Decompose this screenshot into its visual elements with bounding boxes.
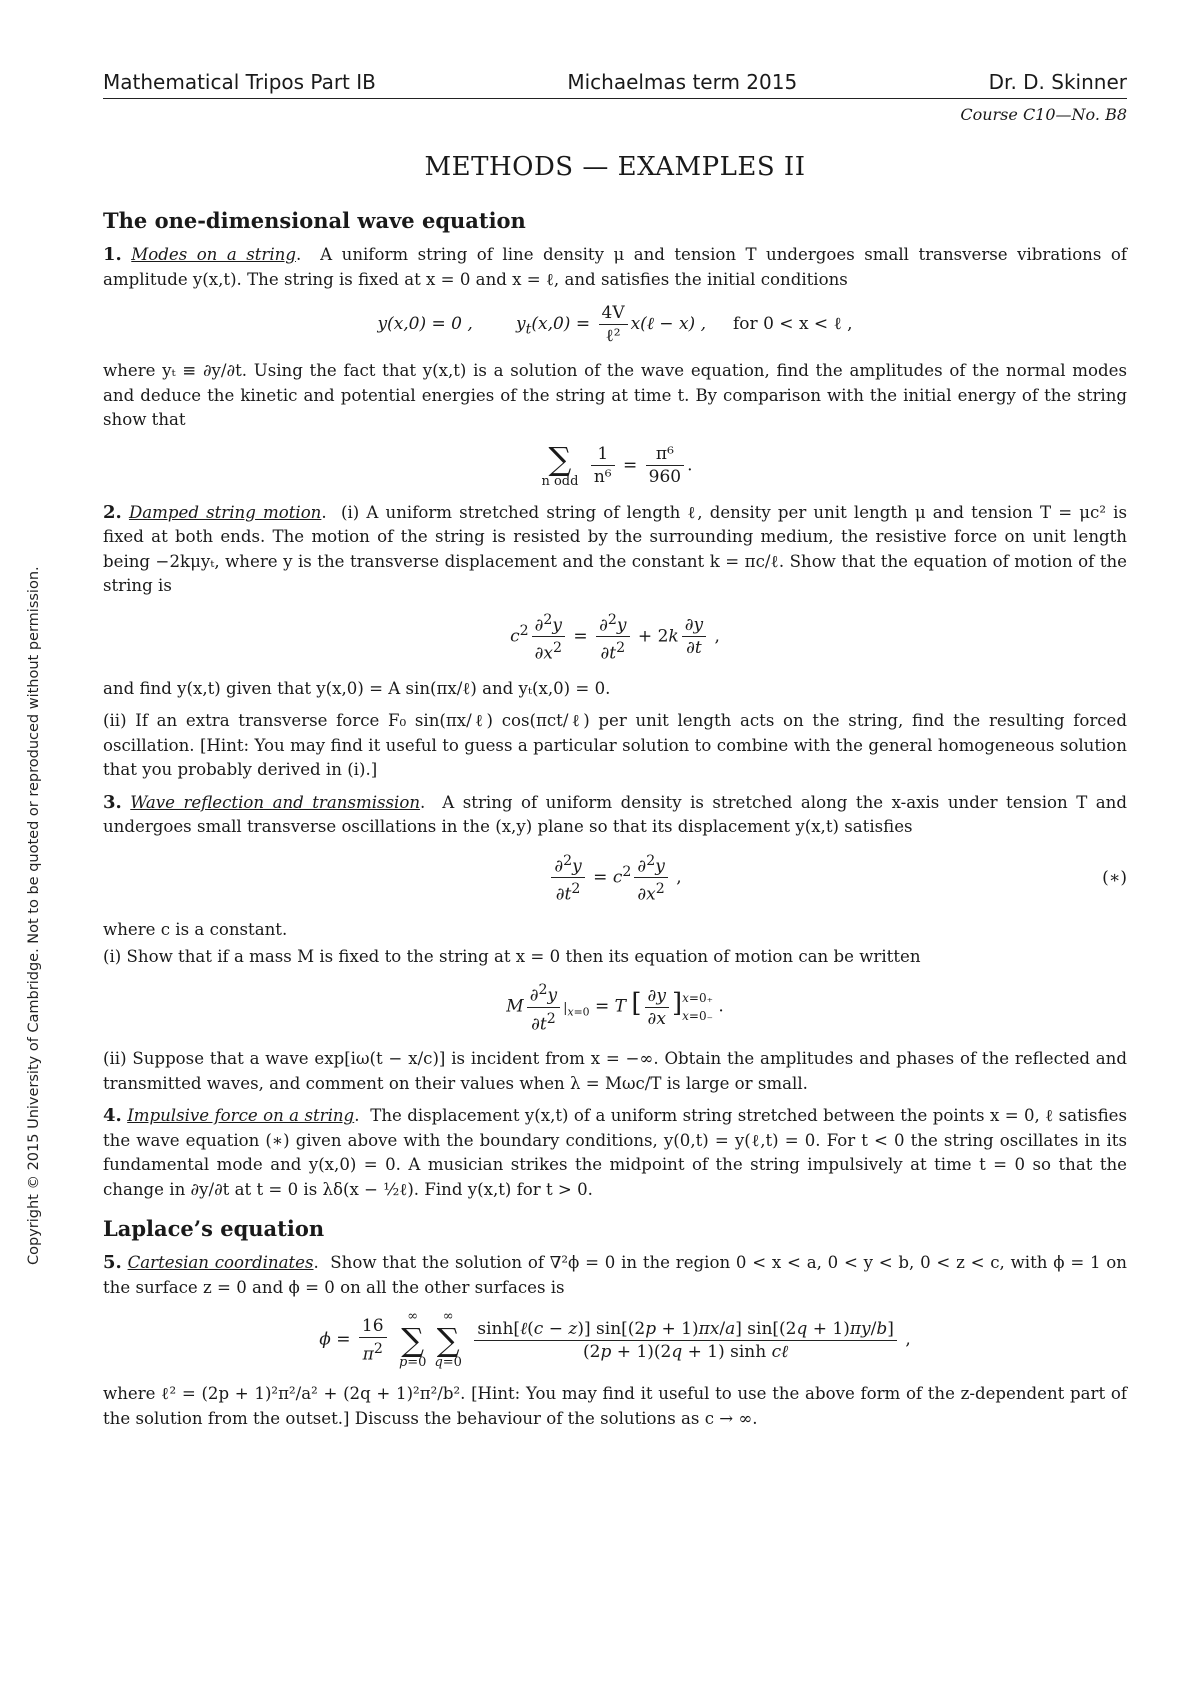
equation-initial-conditions: y(x,0) = 0 , $y_t(x,0)$ = $\frac{4V}{\text{ℓ²}}$ x(ℓ − x) , for 0 < x < ℓ ,	[377, 303, 853, 346]
question-3-part-ii: (ii) Suppose that a wave exp[iω(t − x/c)] is incident from x = −∞. Obtain the amplitudes and phases of the reflected and transmitted waves, and comment on their values when λ = Mωc/T is large or small.	[103, 1049, 1127, 1093]
question-text: The displacement y(x,t) of a uniform string stretched between the points x = 0, ℓ satisfies the wave equation (∗) given above with the boundary conditions, y(0,t) = y(ℓ,t) = 0. For t < 0 the string oscillates in its fundamental mode and y(x,0) = 0. A musician strikes the midpoint of the string impulsively at time t = 0 so that the change in ∂y/∂t at t = 0 is λδ(x − ½ℓ). Find y(x,t) for t > 0.	[103, 1106, 1127, 1199]
question-title: Impulsive force on a string	[127, 1106, 355, 1126]
page-title: METHODS — EXAMPLES II	[424, 152, 806, 182]
question-text: A string of uniform density is stretched along the x-axis under tension T and undergoes small transverse oscillations in the (x,y) plane so that its displacement y(x,t) satisfies	[103, 792, 1127, 837]
fraction	[591, 443, 615, 488]
summation: ∑ n odd	[541, 439, 579, 489]
frac-num: π⁶	[646, 443, 684, 466]
question-number: 4.	[103, 1105, 122, 1127]
equation-wave: $\frac{\partial^2y}{\partial t^2}$ = $c^2$ $\frac{\partial^2y}{\partial x^2}$ , (∗)	[103, 850, 1127, 906]
section-heading-wave: The one-dimensional wave equation	[103, 208, 526, 233]
frac-den: 960	[648, 467, 682, 487]
question-3-cont: where c is a constant.	[103, 920, 288, 940]
equation-sum: ∑ n odd $\frac{1}{\text{n⁶}}$ = $\frac{\text{π⁶}}{960}$ .	[541, 439, 693, 489]
eq-part: x(ℓ − x) ,	[630, 314, 706, 334]
frac-den: ℓ²	[605, 326, 621, 346]
frac-num: 4V	[599, 302, 628, 325]
question-5: 5. Cartesian coordinates. Show that the solution of ∇²ϕ = 0 in the region 0 < x < a, 0 < y < b, 0 < z < c, with ϕ = 1 on the surface z = 0 and ϕ = 0 on all the other surfaces is	[103, 1252, 1127, 1297]
question-5-cont: where ℓ² = (2p + 1)²π²/a² + (2q + 1)²π²/b². [Hint: You may find it useful to use the above form of the z-dependent part of the solution from the outset.] Discuss the behaviour of the solutions as c → ∞.	[103, 1384, 1127, 1428]
question-number: 3.	[103, 791, 122, 813]
question-number: 2.	[103, 501, 122, 523]
eq-part: for 0 < x < ℓ ,	[733, 314, 853, 334]
question-2: 2. Damped string motion. (i) A uniform stretched string of length ℓ, density per unit length μ and tension T = μc² is fixed at both ends. The motion of the string is resisted by the surrounding medium, the resistive force on unit length being −2kμyₜ, where y is the transverse displacement and the constant k = πc/ℓ. Show that the equation of motion of the string is	[103, 501, 1127, 595]
document-page	[103, 70, 1127, 1439]
question-number: 1.	[103, 244, 122, 265]
page-header	[103, 70, 1127, 99]
question-title: Wave reflection and transmission	[130, 792, 421, 812]
equation-laplace-solution: ϕ = $\frac{16}{\pi^2}$ ∞ ∑ p=0 ∞ ∑ q=0 $\frac{\text{sinh[ℓ(c − z)] sin[(2p + 1)πx/a] sin[(2q + 1)πy/b]}}{\text{(2p + 1)(2q + 1) sinh cℓ}}$ ,	[319, 1309, 911, 1371]
fraction	[599, 302, 628, 347]
question-title: Cartesian coordinates	[127, 1253, 314, 1273]
header-left: Mathematical Tripos Part IB	[103, 70, 376, 94]
question-1: 1. Modes on a string. A uniform string of line density μ and tension T undergoes small transverse vibrations of amplitude y(x,t). The string is fixed at x = 0 and x = ℓ, and satisfies the initial conditions	[103, 244, 1127, 289]
question-2-cont: and find y(x,t) given that y(x,0) = A sin(πx/ℓ) and yₜ(x,0) = 0.	[103, 678, 611, 698]
question-title: Damped string motion	[128, 502, 322, 522]
course-code: Course C10—No. B8	[960, 105, 1127, 124]
header-right: Dr. D. Skinner	[988, 70, 1127, 94]
frac-den: n⁶	[593, 467, 612, 487]
question-text: Show that the solution of ∇²ϕ = 0 in the region 0 < x < a, 0 < y < b, 0 < z < c, with ϕ = 1 on the surface z = 0 and ϕ = 0 on all the other surfaces is	[103, 1253, 1127, 1297]
sum-limit: n odd	[541, 473, 579, 489]
fraction	[646, 443, 684, 488]
equation-tag: (∗)	[1102, 867, 1127, 888]
question-number: 5.	[103, 1252, 122, 1274]
equation-damped: $c^2$ $\frac{\partial^2y}{\partial x^2}$ = $\frac{\partial^2y}{\partial t^2}$ + 2k $\frac{\partial y}{\partial t}$ ,	[103, 609, 1127, 665]
question-4: 4. Impulsive force on a string. The displacement y(x,t) of a uniform string stretched between the points x = 0, ℓ satisfies the wave equation (∗) given above with the boundary conditions, y(0,t) = y(ℓ,t) = 0. For t < 0 the string oscillates in its fundamental mode and y(x,0) = 0. A musician strikes the midpoint of the string impulsively at time t = 0 so that the change in ∂y/∂t at t = 0 is λδ(x − ½ℓ). Find y(x,t) for t > 0.	[103, 1105, 1127, 1199]
question-title: Modes on a string	[131, 245, 296, 264]
equation-mass: M $\frac{\partial^2y}{\partial t^2}$ $|_{x=0} = T$ [ $\frac{\partial y}{\partial x}$ ]x=0₊ x=0₋ .	[103, 979, 1127, 1035]
header-center: Michaelmas term 2015	[567, 70, 798, 94]
question-3: 3. Wave reflection and transmission. A string of uniform density is stretched along the x-axis under tension T and undergoes small transverse oscillations in the (x,y) plane so that its displacement y(x,t) satisfies	[103, 791, 1127, 837]
eq-part: y(x,0) = 0 ,	[377, 314, 473, 334]
question-3-part-i: (i) Show that if a mass M is fixed to the string at x = 0 then its equation of motion can be written	[103, 946, 921, 966]
copyright-note: Copyright © 2015 University of Cambridge. Not to be quoted or reproduced without permission.	[26, 566, 42, 1265]
question-text: A uniform string of line density μ and tension T undergoes small transverse vibrations of amplitude y(x,t). The string is fixed at x = 0 and x = ℓ, and satisfies the initial conditions	[103, 245, 1127, 289]
eq-part: y	[516, 314, 526, 334]
frac-num: 1	[591, 443, 615, 466]
section-heading-laplace: Laplace’s equation	[103, 1216, 325, 1242]
question-text: (i) A uniform stretched string of length ℓ, density per unit length μ and tension T = μc² is fixed at both ends. The motion of the string is resisted by the surrounding medium, the resistive force on unit length being −2kμyₜ, where y is the transverse displacement and the constant k = πc/ℓ. Show that the equation of motion of the string is	[103, 502, 1127, 595]
question-2-part-ii: (ii) If an extra transverse force F₀ sin(πx/ℓ) cos(πct/ℓ) per unit length acts on the string, find the resulting forced oscillation. [Hint: You may find it useful to guess a particular solution to combine with the general homogeneous solution that you probably derived in (i).]	[103, 711, 1127, 780]
question-1-cont: where yₜ ≡ ∂y/∂t. Using the fact that y(x,t) is a solution of the wave equation, find the amplitudes of the normal modes and deduce the kinetic and potential energies of the string at time t. By comparison with the initial energy of the string show that	[103, 361, 1127, 429]
